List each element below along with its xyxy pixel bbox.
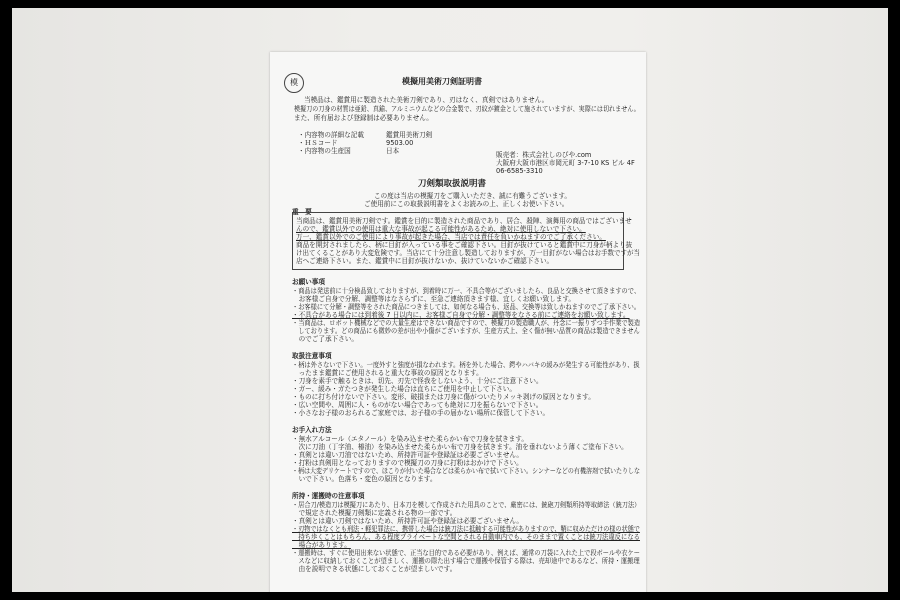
section-line: 持ち歩くことはもちろん、ある程度プライベートな空間とされる自動車内でも、そのままで置くことは銃刀法違反になる [292, 533, 640, 541]
section-line: ・刃物ではなくとも刑法・軽犯罪法に、携帯した場合は銃刀法に抵触する可能性がありますので、鞘に収めただけの様の状態で [292, 525, 640, 533]
section-line: いで下さい。色落ち・変色の原因となります。 [292, 475, 437, 483]
important-line: 商品を開封されましたら、柄に目釘が入っている事をご確認下さい。目釘が抜けていると鑑賞中に刀身が柄より抜 [296, 241, 633, 249]
section-line: ・不具合がある場合には到着後 7 日以内に、お客様ご自身で分解・調整等をなさる前にご連絡をお願い致します。 [292, 311, 630, 319]
section-line: スなどに収納しておくことが望ましく、運搬の際た出す場合で運搬や保管する際は、売却途中であるなど、所持・運搬理 [292, 557, 640, 565]
section-line: ・広い空間や、周囲に人・ものがない場合であっても絶対に刀を振らないで下さい。 [292, 401, 543, 409]
section-line: ったまま鑑賞にご使用されると重大な事故の原因となります。 [292, 369, 483, 377]
section-line: ・運搬時は、すぐに使用出来ない状態で、正当な目的である必要があり、例えば、通常の刀袋に入れた上で段ボールや衣ケー [292, 549, 640, 557]
cert-line: また、所有届および登録制は必要ありません。 [294, 114, 433, 122]
section-line: ・柄は大変デリケートですので、ほこりが付いた場合などは柔らかい布で拭いて下さい。シンナーなどの有機溶剤で拭いたりしな [292, 467, 641, 475]
section-heading: お手入れ方法 [292, 426, 332, 434]
detail-label: ・内容物の生産国 [298, 147, 351, 155]
section-line: しております。どの商品にも微妙の差が出や小傷がございますが、生産方式上、全く傷が無い品質の商品は製造できません [292, 327, 640, 335]
manual-intro: この度は当店の模擬刀をご購入いただき、誠に有難うございます。 [374, 192, 572, 200]
cert-line: 当模品は、鑑賞用に製造された美術刀剣であり、刃はなく、真剣ではありません。 [304, 96, 549, 104]
section-heading: 取扱注意事項 [292, 352, 332, 360]
detail-value: 日本 [386, 147, 400, 155]
section-line: ・真剣とは違い刀剣ではないため、所持許可証や登録証は必要ございません。 [292, 517, 523, 525]
section-line: 由を説明できる状態にしておくことが望ましいです。 [292, 565, 457, 573]
section-line: ・ものに打ち付けないで下さい。変形、破損または刀身に傷がついたりメッキ剥げの原因となります。 [292, 393, 595, 401]
section-heading: お願い事項 [292, 278, 325, 286]
section-line: ・ガー、緩み・ガたつきが発生した場合は直ちにご使用を中止して下さい。 [292, 385, 516, 393]
section-line: ・無水アルコール（エタノール）を染み込ませた柔らかい布で刀身を拭きます。 [292, 435, 528, 443]
important-line: 当商品は、鑑賞用美術刀剣です。鑑賞を目的に製造された商品であり、居合、殺陣、演舞用の商品ではございませ [296, 217, 632, 225]
section-line: で規定された模擬刀剣類に定義される物の一部です。 [292, 509, 457, 517]
seller-name: 販売者：株式会社しのびや.com [496, 151, 592, 159]
detail-value: 9503.00 [386, 139, 414, 147]
important-line: け出てくることがあり大変危険です。当店にて十分注意し製造しておりますが、万一目釘がない場合はお手数ですが当 [296, 249, 641, 257]
important-line: 店へご連絡下さい。また、鑑賞中に目釘が抜けないか、抜けていないかご確認下さい。 [296, 257, 554, 265]
important-line: 万一、鑑賞以外でのご使用により事故が起きた場合、当店では責任を負いかねますのでご了承ください。 [296, 233, 606, 241]
section-line: お客様ご自身で分解、調整等はなさらずに、至急ご連絡頂きます様、宜しくお願い致します。 [292, 295, 576, 303]
section-line: 次に刀油（丁字油、椿油）を染み込ませた柔らかい布で刀身を拭きます。油を垂れないよう薄くご塗布下さい。 [292, 443, 628, 451]
section-line: ・お客様にて分解・調整等をされた商品につきましては、如何なる場合も、返品、交換等は致しかねますのでご了承下さい。 [292, 303, 641, 311]
important-heading: 重 要 [292, 208, 312, 216]
section-line: 場合があります。 [292, 541, 351, 549]
section-heading: 所持・運搬時の注意事項 [292, 492, 365, 500]
section-line: ・真剣とは違い刀油ではないため、所持許可証や登録証は必要ございません。 [292, 451, 523, 459]
section-line: ・居合刀/模造刀は模擬刀にあたり、日本刀を模して作成された用具のことで、厳密には、銃砲刀剣類所持等取締法（銃刀法） [292, 501, 641, 509]
manual-title: 刀剣類取扱説明書 [418, 179, 487, 189]
detail-label: ・内容物の詳細な記載 [298, 131, 364, 139]
section-line: ・刀身を素手で触るときは、切先、刃先で怪我をしないよう、十分にご注意下さい。 [292, 377, 543, 385]
cert-line: 模擬刀の刀身の材質は亜鉛、真鍮、アルミニウムなどの合金製で、刃紋が鍍金として施されていますが、実際には切れません。 [294, 105, 640, 113]
seal-stamp: 模 [284, 73, 304, 93]
important-line: んので、鑑賞以外での使用は重大な事故が起こる可能性があるため、絶対に使用しないで下さい。 [296, 225, 586, 233]
photo-frame [12, 8, 888, 592]
detail-value: 鑑賞用美術刀剣 [386, 131, 433, 139]
section-line: ・当商品は、ロボット機械などでの大量生産はできない商品ですので、模擬刀の製造職人が、丹念に一振りずつ手作業で製造 [292, 319, 641, 327]
seller-address: 大阪府大阪市港区市岡元町 3-7-10 KS ビル 4F [496, 159, 635, 167]
section-line: ・小さなお子様のおられるご家庭では、お子様の手の届かない場所に保管して下さい。 [292, 409, 550, 417]
manual-intro: ご使用前にこの取扱説明書をよくお読みの上、正しくお使い下さい。 [364, 200, 569, 208]
seller-phone: 06-6585-3310 [496, 167, 543, 175]
certificate-title: 模擬用美術刀剣証明書 [402, 77, 482, 86]
detail-label: ・ＨＳコード [298, 139, 338, 147]
section-line: のでご了承下さい。 [292, 335, 358, 343]
instruction-sheet [270, 52, 646, 592]
section-line: ・柄は外さないで下さい。一度外すと強度が損なわれます。柄を外した場合、鍔やハバキの緩みが発生する可能性があり、扱 [292, 361, 640, 369]
section-line: ・商品は発送前に十分検品致しておりますが、到着時に万一、不具合等がございましたら、良品と交換させて頂きますので、 [292, 287, 641, 295]
section-line: ・打粉は真剣用となっておりますので模擬刀の刀身に打粉はおかけで下さい。 [292, 459, 523, 467]
